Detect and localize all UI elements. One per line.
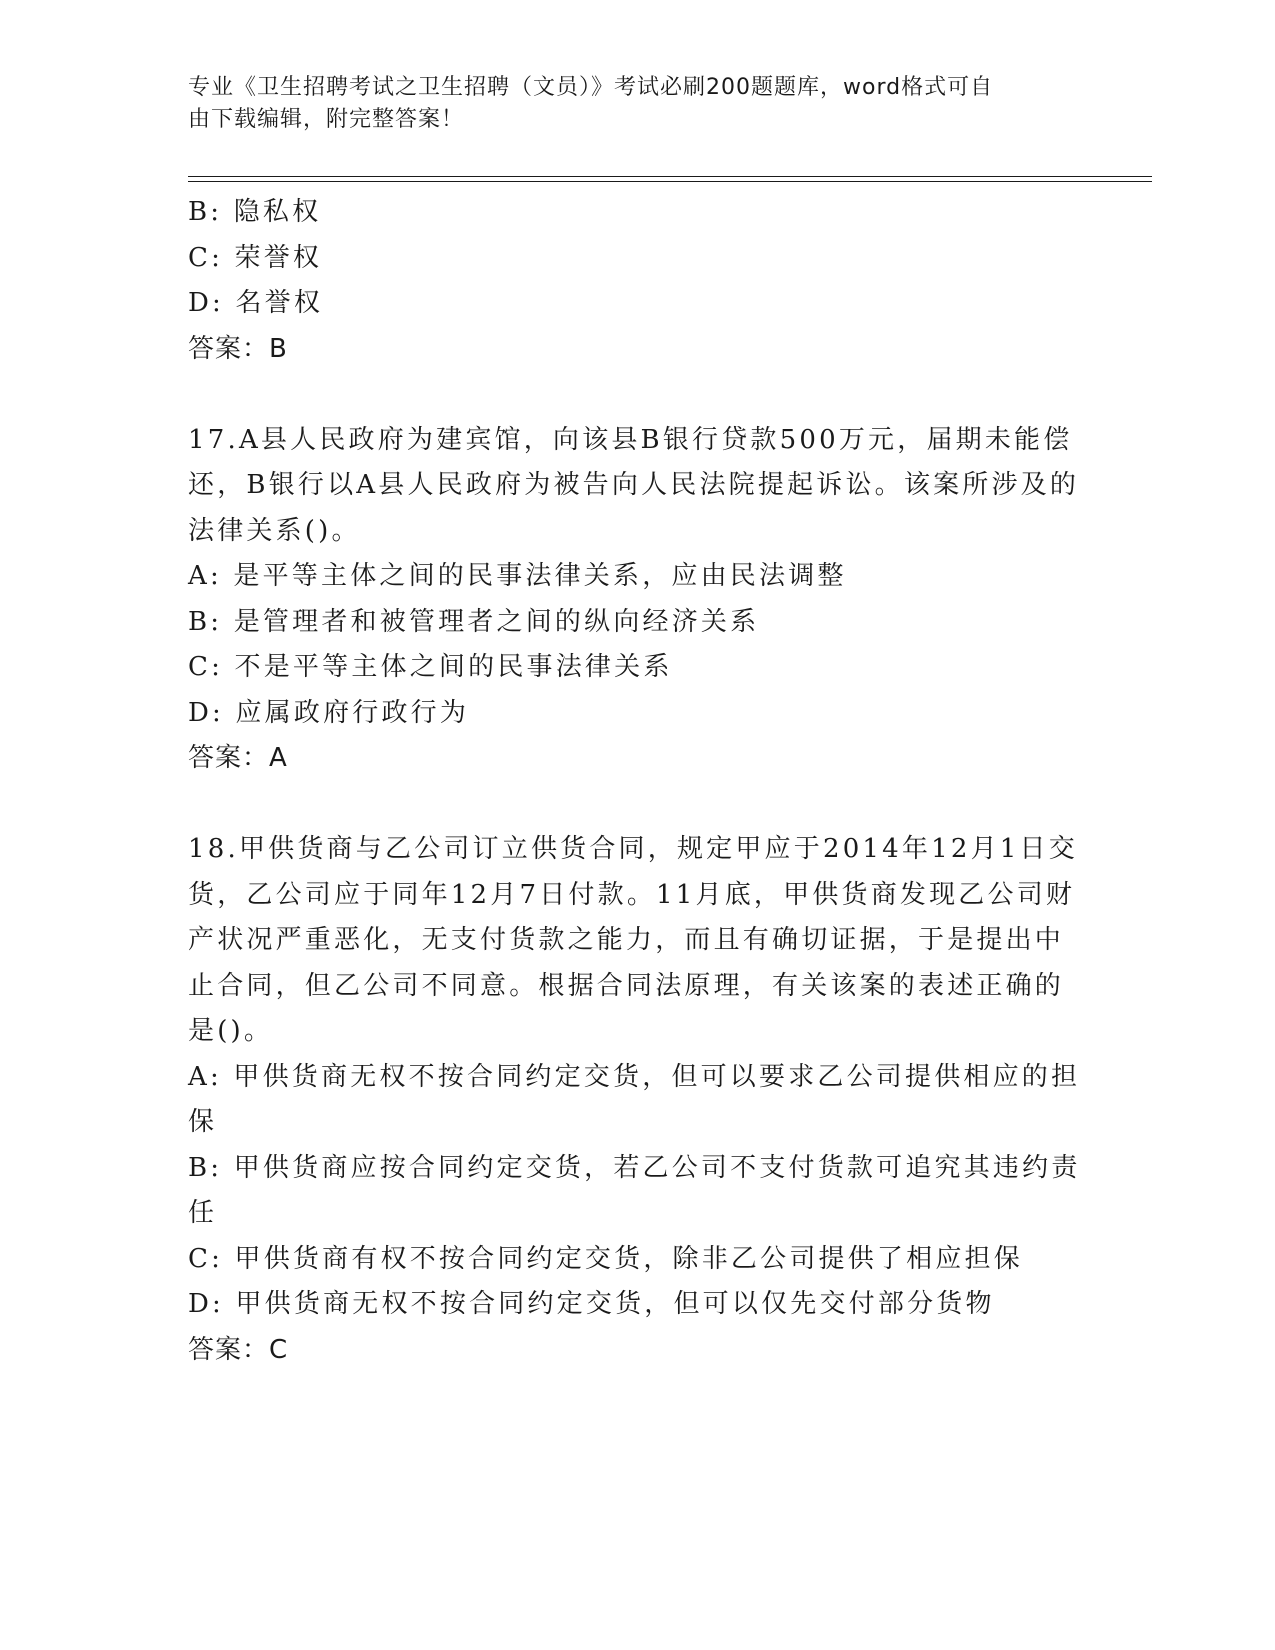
- header-divider-top: [188, 176, 1152, 177]
- question-stem-line: 还，B银行以A县人民政府为被告向人民法院提起诉讼。该案所涉及的: [188, 470, 1080, 500]
- option-c: C: 荣誉权: [188, 242, 323, 273]
- option-b: B: 隐私权: [188, 197, 322, 227]
- option-b: B: 是管理者和被管理者之间的纵向经济关系: [188, 606, 760, 637]
- answer-label: 答案：C: [188, 1334, 289, 1365]
- option-d: D: 名誉权: [188, 288, 324, 318]
- question-stem-line: 是()。: [188, 1016, 274, 1046]
- option-d: D: 应属政府行政行为: [188, 697, 470, 728]
- option-a-continued: 保: [188, 1107, 218, 1137]
- option-d: D: 甲供货商无权不按合同约定交货，但可以仅先交付部分货物: [188, 1289, 995, 1319]
- header-divider-bottom: [188, 181, 1152, 182]
- header-line-2: 由下载编辑，附完整答案！: [188, 107, 465, 132]
- header-line-1: 专业《卫生招聘考试之卫生招聘（文员）》考试必刷200题题库，word格式可自: [188, 75, 994, 100]
- answer-label: 答案：B: [188, 333, 288, 364]
- question-stem-line: 止合同，但乙公司不同意。根据合同法原理，有关该案的表述正确的: [188, 970, 1065, 1001]
- option-c: C: 甲供货商有权不按合同约定交货，除非乙公司提供了相应担保: [188, 1243, 1023, 1274]
- option-a: A: 甲供货商无权不按合同约定交货，但可以要求乙公司提供相应的担: [188, 1061, 1081, 1092]
- option-b: B: 甲供货商应按合同约定交货，若乙公司不支付货款可追究其违约责: [188, 1152, 1081, 1183]
- spacer: [188, 782, 1088, 828]
- question-stem-line: 17.A县人民政府为建宾馆，向该县B银行贷款500万元，届期未能偿: [188, 424, 1073, 455]
- question-stem-line: 货，乙公司应于同年12月7日付款。11月底，甲供货商发现乙公司财: [188, 879, 1076, 910]
- option-b-continued: 任: [188, 1198, 218, 1228]
- option-a: A: 是平等主体之间的民事法律关系，应由民法调整: [188, 561, 847, 591]
- document-header: [188, 72, 1068, 136]
- option-c: C: 不是平等主体之间的民事法律关系: [188, 652, 673, 682]
- question-stem-line: 法律关系()。: [188, 515, 361, 546]
- question-17: [188, 418, 1088, 782]
- question-stem-line: 产状况严重恶化，无支付货款之能力，而且有确切证据，于是提出中: [188, 925, 1065, 955]
- question-16-tail: [188, 190, 1088, 372]
- question-18: [188, 827, 1088, 1373]
- question-content: [188, 190, 1088, 1373]
- answer-label: 答案：A: [188, 743, 288, 773]
- spacer: [188, 372, 1088, 418]
- question-stem-line: 18.甲供货商与乙公司订立供货合同，规定甲应于2014年12月1日交: [188, 834, 1078, 864]
